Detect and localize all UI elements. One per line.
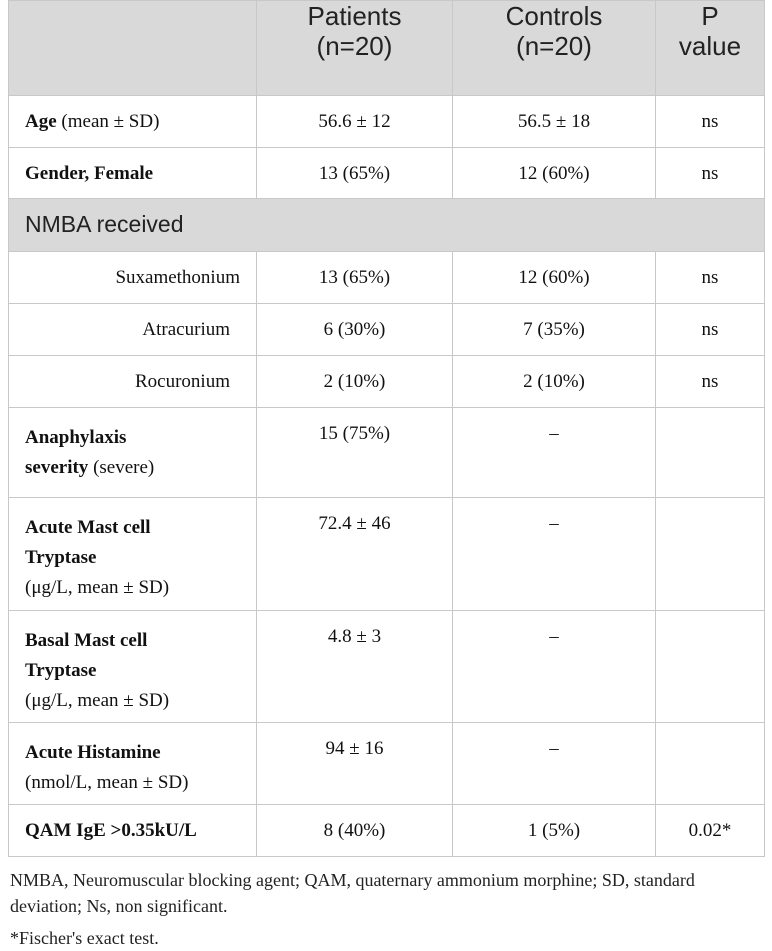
row-label: Rocuronium [9, 356, 257, 408]
table-container [8, 0, 764, 951]
table-row-basal-tryptase [9, 611, 765, 723]
cell-p [656, 611, 765, 723]
table-row-qam [9, 805, 765, 857]
header-empty-cell [9, 1, 257, 96]
row-label [9, 611, 257, 723]
cell-patients: 56.6 ± 12 [257, 96, 453, 148]
cell-patients: 6 (30%) [257, 304, 453, 356]
header-controls-line1: Controls [505, 1, 603, 31]
table-row-age [9, 96, 765, 148]
cell-patients: 13 (65%) [257, 148, 453, 199]
cell-controls: 7 (35%) [453, 304, 656, 356]
label-rest: (nmol/L, mean ± SD) [25, 772, 189, 793]
row-label [9, 96, 257, 148]
table-row-acute-tryptase [9, 498, 765, 611]
section-title: NMBA received [9, 199, 765, 252]
cell-patients: 15 (75%) [257, 408, 453, 498]
footnote-abbreviations: NMBA, Neuromuscular blocking agent; QAM, quaternary ammonium morphine; SD, standard deviation; Ns, non significant. [10, 870, 695, 916]
label-bold: Age [25, 111, 57, 132]
label-bold: Tryptase [25, 547, 97, 568]
table-footnotes [8, 867, 762, 951]
header-p-line2: value [678, 31, 742, 61]
cell-controls: – [453, 498, 656, 611]
table-row-anaphylaxis [9, 408, 765, 498]
cell-patients: 2 (10%) [257, 356, 453, 408]
footnote-star: *Fischer's exact test. [10, 928, 159, 948]
header-patients-line1: Patients [307, 1, 402, 31]
cell-p: ns [656, 252, 765, 304]
cell-p: 0.02* [656, 805, 765, 857]
label-bold: QAM IgE >0.35kU/L [25, 820, 197, 841]
cell-controls: 12 (60%) [453, 252, 656, 304]
cell-patients: 8 (40%) [257, 805, 453, 857]
label-rest: (mean ± SD) [56, 111, 160, 132]
label-rest: (severe) [88, 457, 155, 478]
section-row-nmba [9, 199, 765, 252]
cell-controls: – [453, 408, 656, 498]
cell-p: ns [656, 356, 765, 408]
cell-controls: 12 (60%) [453, 148, 656, 199]
cell-patients: 4.8 ± 3 [257, 611, 453, 723]
header-controls [453, 1, 656, 96]
cell-controls: 56.5 ± 18 [453, 96, 656, 148]
data-table [8, 0, 765, 857]
header-p-value [656, 1, 765, 96]
table-row-rocuronium [9, 356, 765, 408]
table-row-gender [9, 148, 765, 199]
label-bold: severity [25, 457, 89, 478]
cell-p: ns [656, 96, 765, 148]
cell-p [656, 408, 765, 498]
cell-patients: 94 ± 16 [257, 723, 453, 805]
cell-controls: – [453, 723, 656, 805]
cell-controls: – [453, 611, 656, 723]
label-bold: Acute Histamine [25, 742, 161, 763]
header-patients [257, 1, 453, 96]
row-label [9, 805, 257, 857]
label-bold: Basal Mast cell [25, 630, 148, 651]
table-row-histamine [9, 723, 765, 805]
cell-patients: 13 (65%) [257, 252, 453, 304]
label-bold: Acute Mast cell [25, 517, 151, 538]
label-bold: Anaphylaxis [25, 427, 127, 448]
cell-p: ns [656, 304, 765, 356]
label-bold: Gender, Female [25, 163, 154, 184]
row-label [9, 498, 257, 611]
cell-patients: 72.4 ± 46 [257, 498, 453, 611]
cell-p [656, 498, 765, 611]
header-row [9, 1, 765, 96]
label-rest: (μg/L, mean ± SD) [25, 577, 170, 598]
row-label [9, 408, 257, 498]
header-p-line1: P [701, 1, 719, 31]
cell-controls: 2 (10%) [453, 356, 656, 408]
row-label: Atracurium [9, 304, 257, 356]
row-label [9, 148, 257, 199]
table-row-suxamethonium [9, 252, 765, 304]
header-controls-line2: (n=20) [516, 31, 592, 61]
cell-controls: 1 (5%) [453, 805, 656, 857]
label-line2 [25, 453, 240, 483]
cell-p: ns [656, 148, 765, 199]
label-rest: (μg/L, mean ± SD) [25, 690, 170, 711]
header-patients-line2: (n=20) [316, 31, 393, 61]
cell-p [656, 723, 765, 805]
row-label: Suxamethonium [9, 252, 257, 304]
row-label [9, 723, 257, 805]
label-bold: Tryptase [25, 660, 97, 681]
table-row-atracurium [9, 304, 765, 356]
